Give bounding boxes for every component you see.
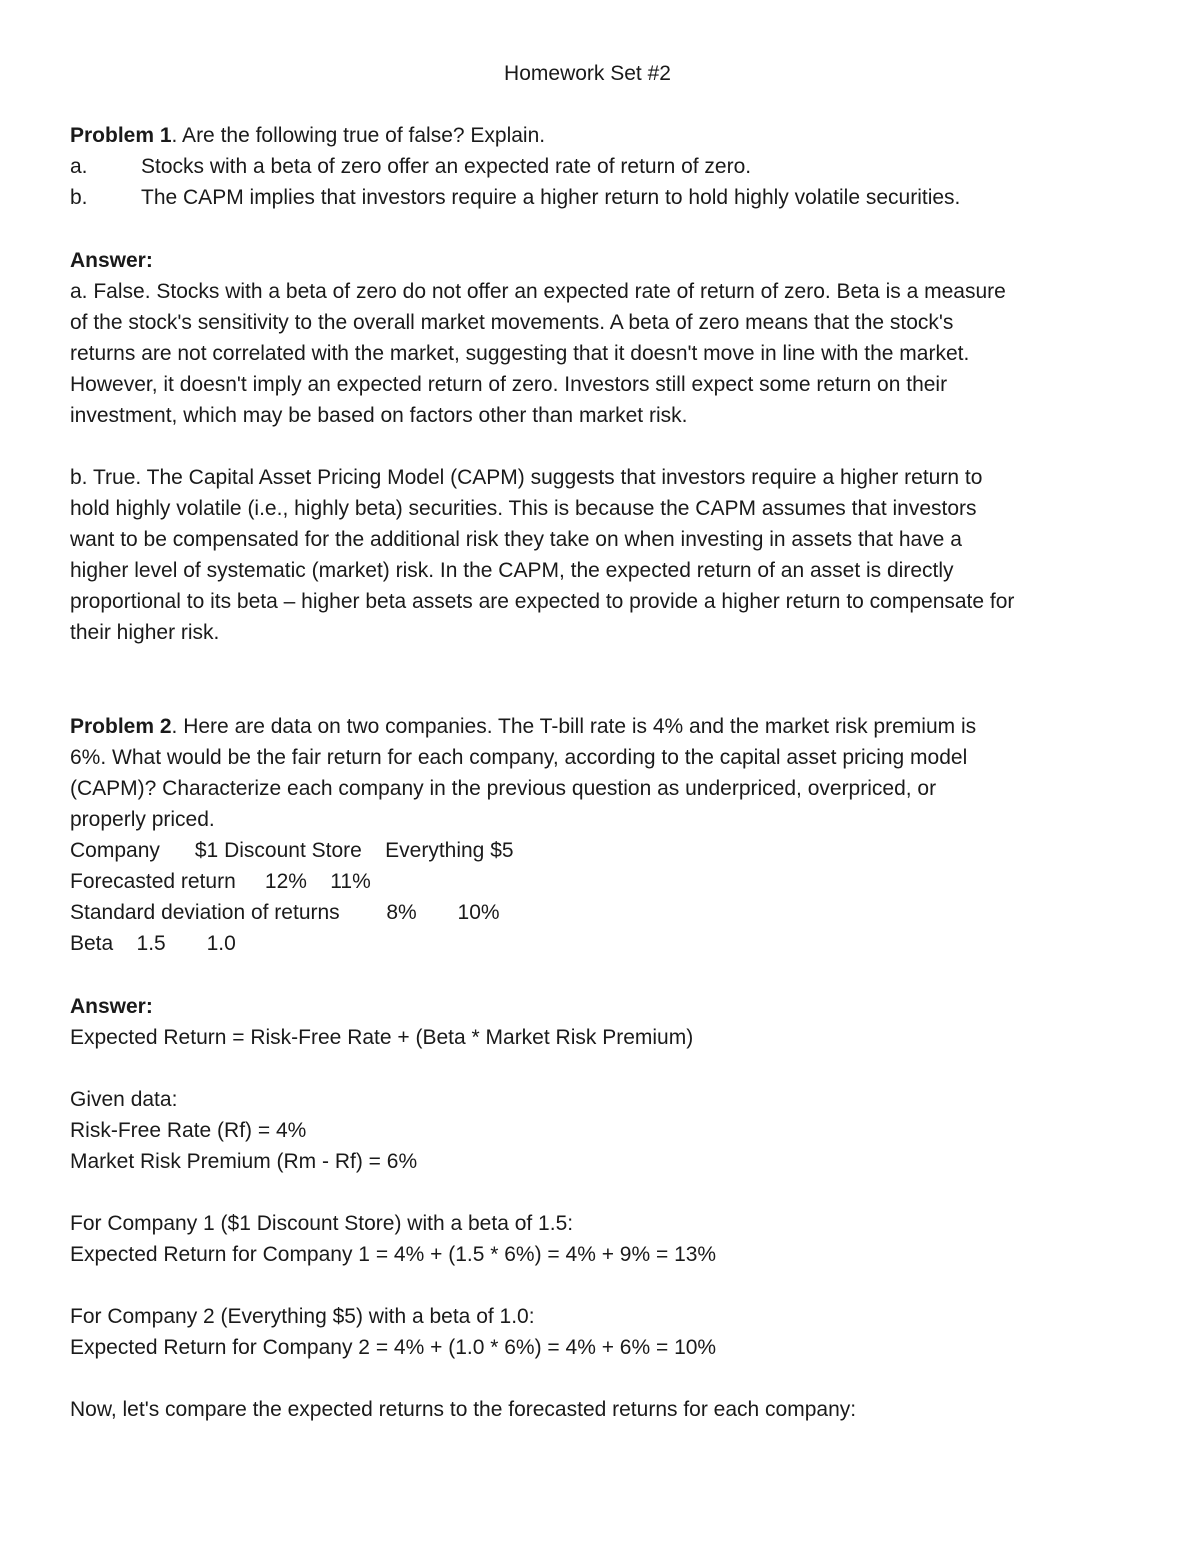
answer-1-b-line: hold highly volatile (i.e., highly beta) securities. This is because the CAPM assumes that investors (70, 497, 977, 520)
answer-1-b-line: higher level of systematic (market) risk. In the CAPM, the expected return of an asset is directly (70, 559, 954, 582)
given-data-line: Market Risk Premium (Rm - Rf) = 6% (70, 1150, 418, 1173)
problem-1-item-b (70, 182, 1150, 213)
blank-line (70, 1363, 1150, 1394)
blank-line (70, 1053, 1150, 1084)
item-a-text: Stocks with a beta of zero offer an expected rate of return of zero. (141, 155, 752, 178)
blank-line (70, 431, 1150, 462)
company-2-line: For Company 2 (Everything $5) with a beta of 1.0: (70, 1305, 535, 1328)
company-1-line: Expected Return for Company 1 = 4% + (1.5 * 6%) = 4% + 9% = 13% (70, 1243, 717, 1266)
answer-2-heading: Answer: (70, 995, 153, 1018)
item-b-marker: b. (70, 186, 88, 209)
answer-1-heading: Answer: (70, 249, 153, 272)
given-data-line: Risk-Free Rate (Rf) = 4% (70, 1119, 307, 1142)
answer-1-a-line: of the stock's sensitivity to the overall market movements. A beta of zero means that the stock's (70, 311, 954, 334)
answer-1-b-line: want to be compensated for the additional risk they take on when investing in assets that have a (70, 528, 962, 551)
data-table-row: Standard deviation of returns 8% 10% (70, 901, 500, 924)
page-title: Homework Set #2 (504, 62, 671, 85)
problem-2-line: (CAPM)? Characterize each company in the previous question as underpriced, overpriced, or (70, 777, 937, 800)
data-table-row: Company $1 Discount Store Everything $5 (70, 839, 514, 862)
problem-1-item-a (70, 151, 1150, 182)
problem-2-line: 6%. What would be the fair return for each company, according to the capital asset pricing model (70, 746, 968, 769)
problem-1 (70, 120, 1150, 213)
answer-1-b-line: their higher risk. (70, 621, 220, 644)
problem-2-first-line-text: . Here are data on two companies. The T-bill rate is 4% and the market risk premium is (171, 715, 977, 738)
answer-1-b-line: b. True. The Capital Asset Pricing Model (CAPM) suggests that investors require a higher return to (70, 466, 983, 489)
item-b-text: The CAPM implies that investors require a higher return to hold highly volatile securities. (141, 186, 961, 209)
answer-2 (70, 991, 1150, 1425)
problem-2-label: Problem 2 (70, 715, 172, 738)
comparison-line: Now, let's compare the expected returns to the forecasted returns for each company: (70, 1398, 857, 1421)
answer-1-a-line: investment, which may be based on factors other than market risk. (70, 404, 688, 427)
problem-1-question (70, 120, 1150, 151)
problem-1-label: Problem 1 (70, 124, 172, 147)
problem-2 (70, 711, 1150, 959)
answer-1-a-line: a. False. Stocks with a beta of zero do not offer an expected rate of return of zero. Beta is a measure (70, 280, 1006, 303)
company-2-line: Expected Return for Company 2 = 4% + (1.0 * 6%) = 4% + 6% = 10% (70, 1336, 717, 1359)
data-table-row: Forecasted return 12% 11% (70, 870, 371, 893)
blank-line (70, 1270, 1150, 1301)
data-table-row: Beta 1.5 1.0 (70, 932, 236, 955)
answer-1 (70, 245, 1150, 648)
given-data-line: Given data: (70, 1088, 178, 1111)
company-1-line: For Company 1 ($1 Discount Store) with a beta of 1.5: (70, 1212, 574, 1235)
answer-1-a-line: However, it doesn't imply an expected return of zero. Investors still expect some return on their (70, 373, 948, 396)
problem-2-line: properly priced. (70, 808, 215, 831)
problem-2-first-line (70, 711, 1150, 742)
problem-1-question-text: . Are the following true of false? Explain. (171, 124, 546, 147)
answer-1-a-line: returns are not correlated with the market, suggesting that it doesn't move in line with the market. (70, 342, 970, 365)
blank-line (70, 1177, 1150, 1208)
item-a-marker: a. (70, 155, 88, 178)
capm-formula: Expected Return = Risk-Free Rate + (Beta * Market Risk Premium) (70, 1026, 694, 1049)
answer-1-b-line: proportional to its beta – higher beta assets are expected to provide a higher return to compensate for (70, 590, 1015, 613)
